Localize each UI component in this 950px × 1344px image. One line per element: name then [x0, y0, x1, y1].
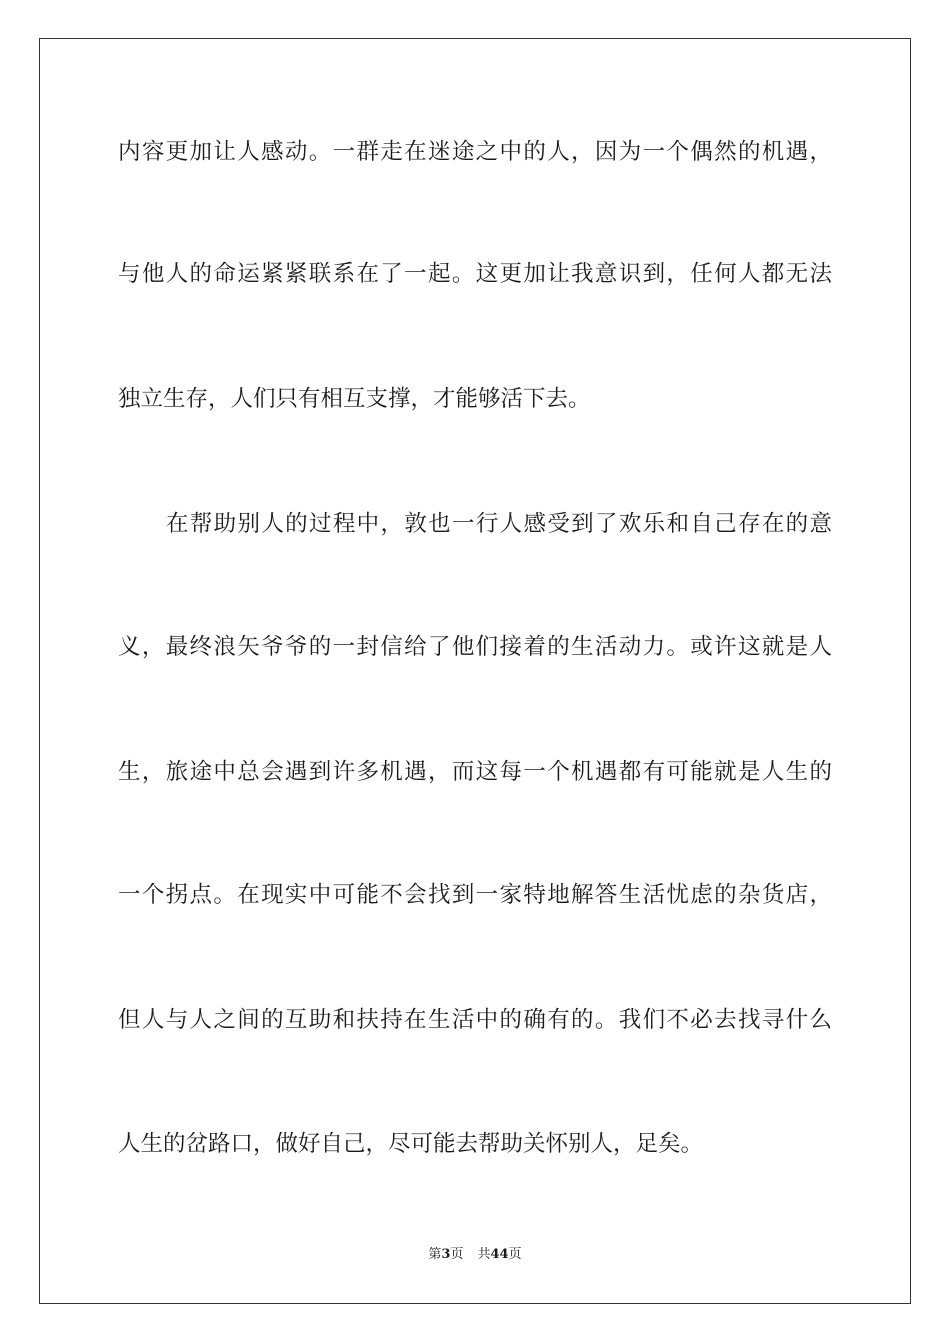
body-line-2: 与他人的命运紧紧联系在了一起。这更加让我意识到，任何人都无法	[118, 261, 832, 287]
body-line-4: 在帮助别人的过程中，敦也一行人感受到了欢乐和自己存在的意	[166, 511, 832, 537]
total-pages: 44	[490, 1247, 509, 1262]
body-line-7: 一个拐点。在现实中可能不会找到一家特地解答生活忧虑的杂货店，	[118, 882, 832, 908]
page-number: 3	[441, 1247, 451, 1262]
page-border	[39, 38, 911, 1304]
page-prefix: 第	[428, 1247, 442, 1262]
body-line-6: 生，旅途中总会遇到许多机遇，而这每一个机遇都有可能就是人生的	[118, 759, 832, 785]
page-footer	[0, 1246, 950, 1264]
page-suffix: 页	[450, 1247, 464, 1262]
total-prefix: 共	[477, 1247, 491, 1262]
body-line-9: 人生的岔路口，做好自己，尽可能去帮助关怀别人，足矣。	[118, 1131, 704, 1157]
body-line-8: 但人与人之间的互助和扶持在生活中的确有的。我们不必去找寻什么	[118, 1007, 832, 1033]
total-suffix: 页	[508, 1247, 522, 1262]
body-line-1: 内容更加让人感动。一群走在迷途之中的人，因为一个偶然的机遇，	[118, 139, 832, 165]
body-line-3: 独立生存，人们只有相互支撑，才能够活下去。	[118, 386, 591, 412]
body-line-5: 义，最终浪矢爷爷的一封信给了他们接着的生活动力。或许这就是人	[118, 634, 832, 660]
